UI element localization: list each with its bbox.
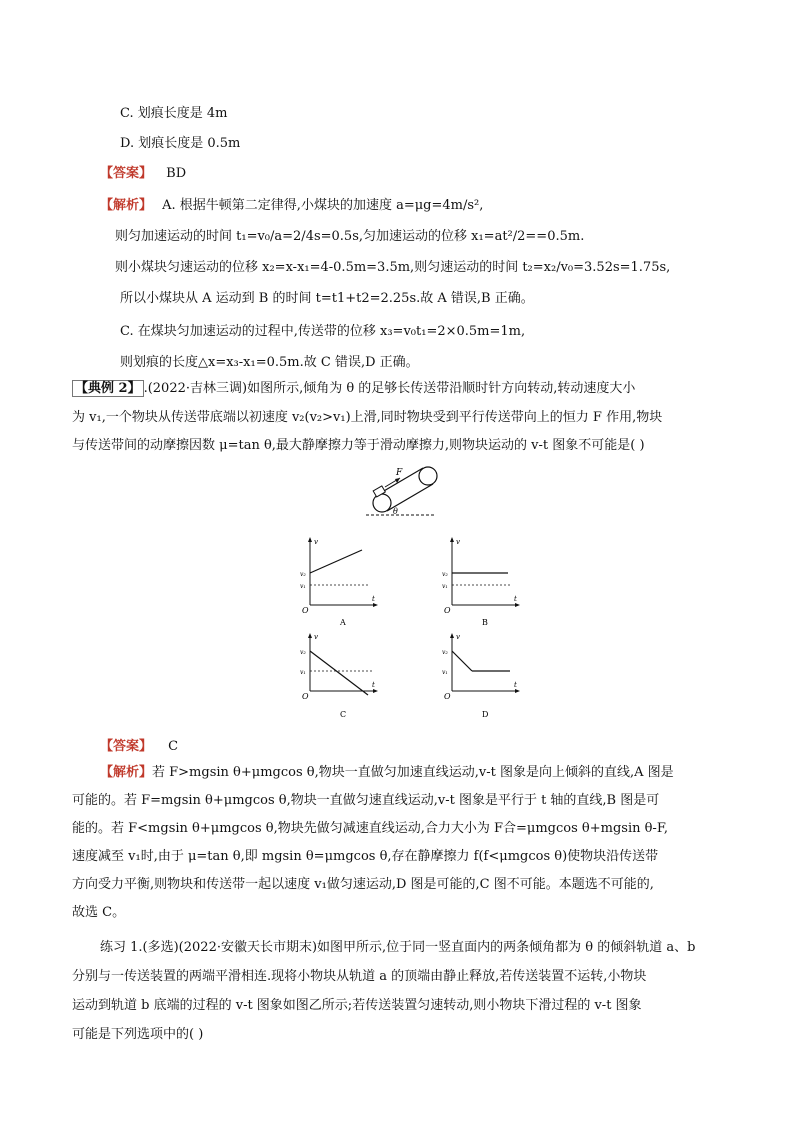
answer-1 bbox=[100, 166, 186, 182]
exercise-1-line-2: 分别与一传送装置的两端平滑相连.现将小物块从轨道 a 的顶端由静止释放,若传送装置不运转,小物块 bbox=[72, 969, 647, 984]
analysis-2-line-6: 故选 C。 bbox=[72, 905, 126, 920]
answer-label: 【答案】 bbox=[100, 739, 153, 754]
answer-2 bbox=[100, 739, 178, 755]
exercise-1-line-3: 运动到轨道 b 底端的过程的 v-t 图象如图乙所示;若传送装置匀速转动,则小物块下滑过程的 v-t 图象 bbox=[72, 998, 642, 1013]
graph-caption: A bbox=[340, 618, 346, 627]
analysis-1-line-1: 【解析】 A. 根据牛顿第二定律得,小煤块的加速度 a=μg=4m/s², bbox=[100, 198, 484, 213]
svg-text:v: v bbox=[456, 633, 460, 641]
option-d: D. 划痕长度是 0.5m bbox=[120, 136, 241, 151]
svg-text:v₂: v₂ bbox=[442, 571, 448, 578]
top-pulley bbox=[419, 467, 437, 485]
svg-text:O: O bbox=[444, 692, 451, 701]
graph-caption: C bbox=[340, 710, 347, 719]
svg-text:v₁: v₁ bbox=[442, 669, 448, 676]
analysis-1-line-4: 所以小煤块从 A 运动到 B 的时间 t=t1+t2=2.25s.故 A 错误,B 正确。 bbox=[120, 291, 534, 306]
svg-text:v: v bbox=[314, 538, 318, 546]
graph-a bbox=[300, 537, 378, 627]
analysis-2-line-2: 可能的。若 F=mgsin θ+μmgcos θ,物块一直做匀速直线运动,v-t 图象是平行于 t 轴的直线,B 图是可 bbox=[72, 793, 660, 808]
svg-text:O: O bbox=[302, 692, 309, 701]
analysis-1-line-3: 则小煤块匀速运动的位移 x₂=x-x₁=4-0.5m=3.5m,则匀速运动的时间 t₂=x₂/v₀=3.52s=1.75s, bbox=[115, 260, 671, 275]
option-c: C. 划痕长度是 4m bbox=[120, 106, 228, 121]
example-2-line-2: 为 v₁,一个物块从传送带底端以初速度 v₂(v₂>v₁)上滑,同时物块受到平行传送带向上的恒力 F 作用,物块 bbox=[72, 410, 663, 425]
svg-text:t: t bbox=[372, 681, 375, 689]
analysis-2-line-1: 【解析】若 F>mgsin θ+μmgcos θ,物块一直做匀加速直线运动,v-t 图象是向上倾斜的直线,A 图是 bbox=[100, 765, 674, 780]
analysis-1-line-5: C. 在煤块匀加速运动的过程中,传送带的位移 x₃=v₀t₁=2×0.5m=1m, bbox=[120, 324, 526, 339]
answer-label: 【答案】 bbox=[100, 166, 153, 181]
analysis-label: 【解析】 bbox=[100, 198, 153, 213]
exercise-1-line-1: 练习 1.(多选)(2022·安徽天长市期末)如图甲所示,位于同一竖直面内的两条倾角都为 θ 的倾斜轨道 a、b bbox=[100, 940, 696, 955]
svg-text:v₂: v₂ bbox=[300, 649, 306, 656]
svg-text:v₁: v₁ bbox=[300, 669, 306, 676]
svg-text:v₁: v₁ bbox=[300, 583, 306, 590]
graph-c bbox=[300, 633, 378, 719]
svg-text:v: v bbox=[314, 633, 318, 641]
example-tag: 【典例 2】 bbox=[72, 380, 144, 397]
example-2-line-1: 【典例 2】 .(2022·吉林三调)如图所示,倾角为 θ 的足够长传送带沿顺时针方向转动,转动速度大小 bbox=[72, 381, 635, 397]
graph-caption: B bbox=[482, 618, 488, 627]
svg-text:t: t bbox=[514, 681, 517, 689]
graph-b bbox=[442, 537, 520, 627]
vt-graphs-figure bbox=[290, 535, 530, 725]
series-line bbox=[310, 651, 368, 695]
angle-label: θ bbox=[393, 507, 398, 516]
graph-d bbox=[442, 633, 520, 719]
analysis-label: 【解析】 bbox=[100, 765, 153, 780]
svg-text:v₂: v₂ bbox=[300, 571, 306, 578]
series-line bbox=[310, 550, 362, 573]
svg-text:v₁: v₁ bbox=[442, 583, 448, 590]
force-label: F bbox=[396, 468, 403, 478]
analysis-2-line-4: 速度减至 v₁时,由于 μ=tan θ,即 mgsin θ=μmgcos θ,存在静摩擦力 f(f<μmgcos θ)使物块沿传送带 bbox=[72, 849, 659, 864]
answer-value: BD bbox=[166, 166, 187, 181]
svg-text:O: O bbox=[302, 606, 309, 615]
bottom-pulley bbox=[373, 494, 391, 512]
exercise-1-line-4: 可能是下列选项中的( ) bbox=[72, 1027, 204, 1042]
graph-caption: D bbox=[482, 710, 489, 719]
answer-value: C bbox=[168, 739, 179, 754]
analysis-1-line-6: 则划痕的长度△x=x₃-x₁=0.5m.故 C 错误,D 正确。 bbox=[120, 355, 419, 370]
analysis-2-line-5: 方向受力平衡,则物块和传送带一起以速度 v₁做匀速运动,D 图是可能的,C 图不可能。本题选不可能的, bbox=[72, 877, 654, 892]
example-2-line-3: 与传送带间的动摩擦因数 μ=tan θ,最大静摩擦力等于滑动摩擦力,则物块运动的 v-t 图象不可能是( ) bbox=[72, 438, 645, 453]
svg-text:v₂: v₂ bbox=[442, 649, 448, 656]
analysis-2-line-3: 能的。若 F<mgsin θ+μmgcos θ,物块先做匀减速直线运动,合力大小为 F合=μmgcos θ+mgsin θ-F, bbox=[72, 821, 668, 836]
conveyor-belt-figure bbox=[360, 463, 450, 523]
svg-text:t: t bbox=[514, 595, 517, 603]
svg-text:O: O bbox=[444, 606, 451, 615]
analysis-1-line-2: 则匀加速运动的时间 t₁=v₀/a=2/4s=0.5s,匀加速运动的位移 x₁=at²/2==0.5m. bbox=[115, 229, 585, 244]
svg-text:t: t bbox=[372, 595, 375, 603]
svg-text:v: v bbox=[456, 538, 460, 546]
series-line-decel bbox=[452, 651, 472, 671]
